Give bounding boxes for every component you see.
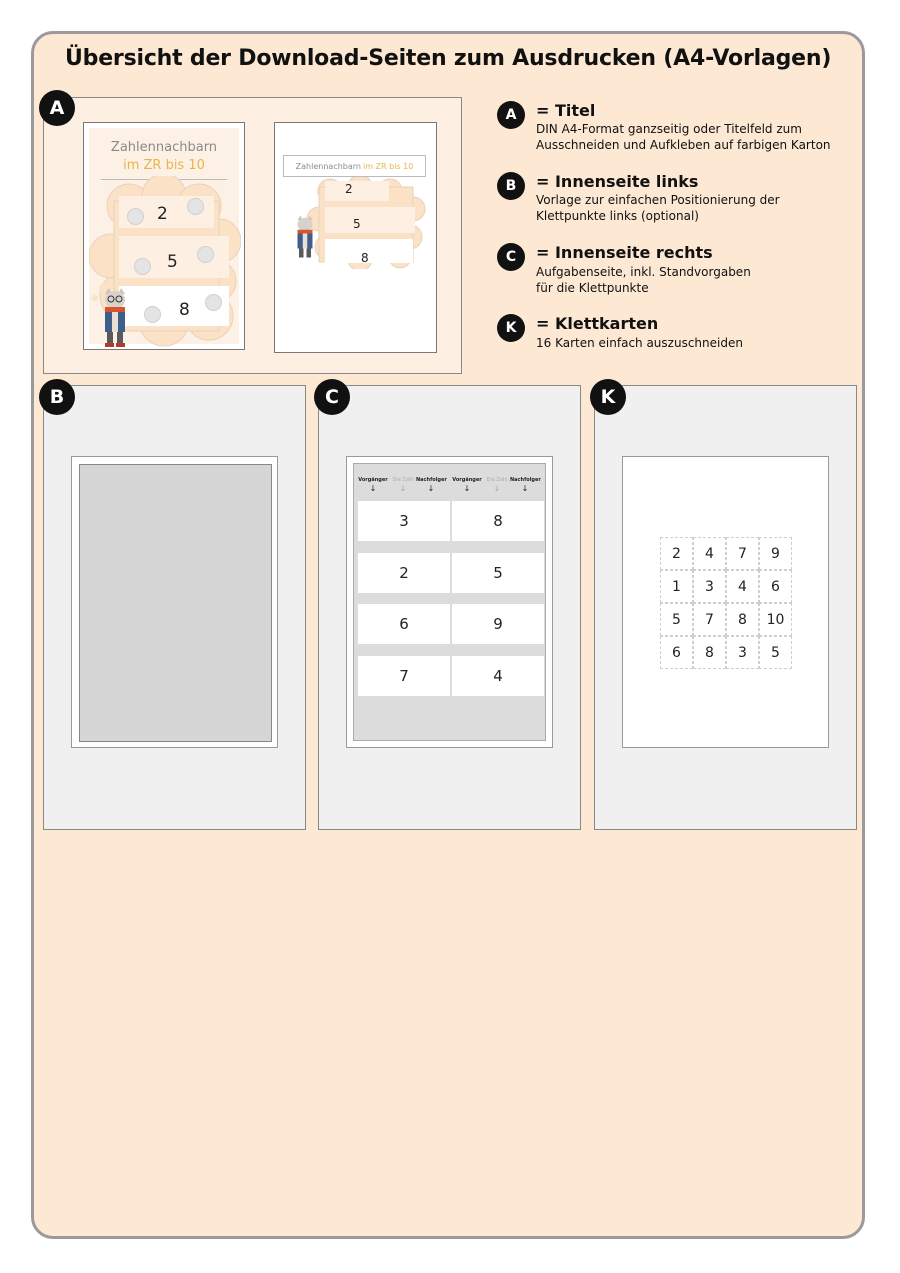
cover-label-page — [274, 122, 437, 353]
number-card: 6 — [759, 570, 792, 603]
task-area — [353, 463, 546, 741]
task-card: 4 — [452, 656, 544, 696]
cover-label-number-middle: 5 — [353, 217, 361, 231]
cover-title-line2: im ZR bis 10 — [123, 158, 205, 173]
column-header: Vorgänger — [358, 477, 388, 483]
cover-number-bottom: 8 — [179, 300, 190, 320]
column-header: Vorgänger — [452, 477, 482, 483]
down-arrow-icon: ↓ — [493, 484, 501, 493]
cat-mascot-small-illustration — [293, 215, 317, 261]
legend-a-description: DIN A4-Format ganzseitig oder Titelfeld zum Ausschneiden und Aufkleben auf farbigen Karton — [536, 122, 831, 152]
cover-label-title-part2: im ZR bis 10 — [362, 161, 414, 171]
down-arrow-icon: ↓ — [427, 484, 435, 493]
task-card: 5 — [452, 553, 544, 593]
number-card: 1 — [660, 570, 693, 603]
number-card: 4 — [693, 537, 726, 570]
velcro-placement-area — [79, 464, 272, 742]
cover-number-middle: 5 — [167, 252, 178, 272]
page-title: Übersicht der Download-Seiten zum Ausdrucken (A4-Vorlagen) — [65, 46, 832, 71]
inner-right-page — [346, 456, 553, 748]
number-card: 10 — [759, 603, 792, 636]
number-card: 9 — [759, 537, 792, 570]
legend-b-badge: B — [497, 172, 525, 200]
cover-page-background — [89, 128, 239, 344]
panel-c-badge: C — [314, 379, 350, 415]
cover-page-full — [83, 122, 245, 350]
legend-b-heading: = Innenseite links — [536, 172, 699, 191]
number-card: 8 — [726, 603, 759, 636]
legend-c-description: Aufgabenseite, inkl. Standvorgaben für die Klettpunkte — [536, 265, 751, 295]
cover-label-number-bottom: 8 — [361, 251, 369, 265]
down-arrow-icon: ↓ — [399, 484, 407, 493]
number-card: 6 — [660, 636, 693, 669]
legend-k-description: 16 Karten einfach auszuschneiden — [536, 336, 743, 350]
number-card: 5 — [759, 636, 792, 669]
column-header: Die Zahl — [486, 477, 508, 483]
velcro-dot-icon — [127, 208, 144, 225]
down-arrow-icon: ↓ — [521, 484, 529, 493]
number-card: 3 — [726, 636, 759, 669]
column-header: Die Zahl — [392, 477, 414, 483]
number-card: 7 — [693, 603, 726, 636]
cover-label-title — [283, 155, 426, 177]
velcro-dot-icon — [197, 246, 214, 263]
legend-a-heading: = Titel — [536, 101, 596, 120]
column-header: Nachfolger — [510, 477, 541, 483]
panel-k-badge: K — [590, 379, 626, 415]
velcro-dot-icon — [144, 306, 161, 323]
number-card: 4 — [726, 570, 759, 603]
panel-b-badge: B — [39, 379, 75, 415]
cat-mascot-illustration — [99, 288, 131, 348]
number-card: 7 — [726, 537, 759, 570]
down-arrow-icon: ↓ — [369, 484, 377, 493]
legend-a-badge: A — [497, 101, 525, 129]
number-card: 2 — [660, 537, 693, 570]
column-header: Nachfolger — [416, 477, 447, 483]
inner-left-page — [71, 456, 278, 748]
legend-k-heading: = Klettkarten — [536, 314, 659, 333]
task-card: 7 — [358, 656, 450, 696]
number-card: 5 — [660, 603, 693, 636]
cover-label-title-part1: Zahlennachbarn — [295, 161, 361, 171]
number-card: 3 — [693, 570, 726, 603]
task-card: 3 — [358, 501, 450, 541]
cover-number-top: 2 — [157, 204, 168, 224]
task-card: 9 — [452, 604, 544, 644]
legend-b-description: Vorlage zur einfachen Positionierung der Klettpunkte links (optional) — [536, 193, 780, 223]
down-arrow-icon: ↓ — [463, 484, 471, 493]
legend-c-badge: C — [497, 243, 525, 271]
velcro-dot-icon — [134, 258, 151, 275]
task-card: 6 — [358, 604, 450, 644]
velcro-dot-icon — [187, 198, 204, 215]
legend-c-heading: = Innenseite rechts — [536, 243, 713, 262]
cover-label-number-top: 2 — [345, 182, 353, 196]
panel-a-badge: A — [39, 90, 75, 126]
cards-page — [622, 456, 829, 748]
legend-k-badge: K — [497, 314, 525, 342]
cover-title-line1: Zahlennachbarn — [110, 140, 218, 155]
task-card: 2 — [358, 553, 450, 593]
velcro-dot-icon — [205, 294, 222, 311]
number-card: 8 — [693, 636, 726, 669]
task-card: 8 — [452, 501, 544, 541]
